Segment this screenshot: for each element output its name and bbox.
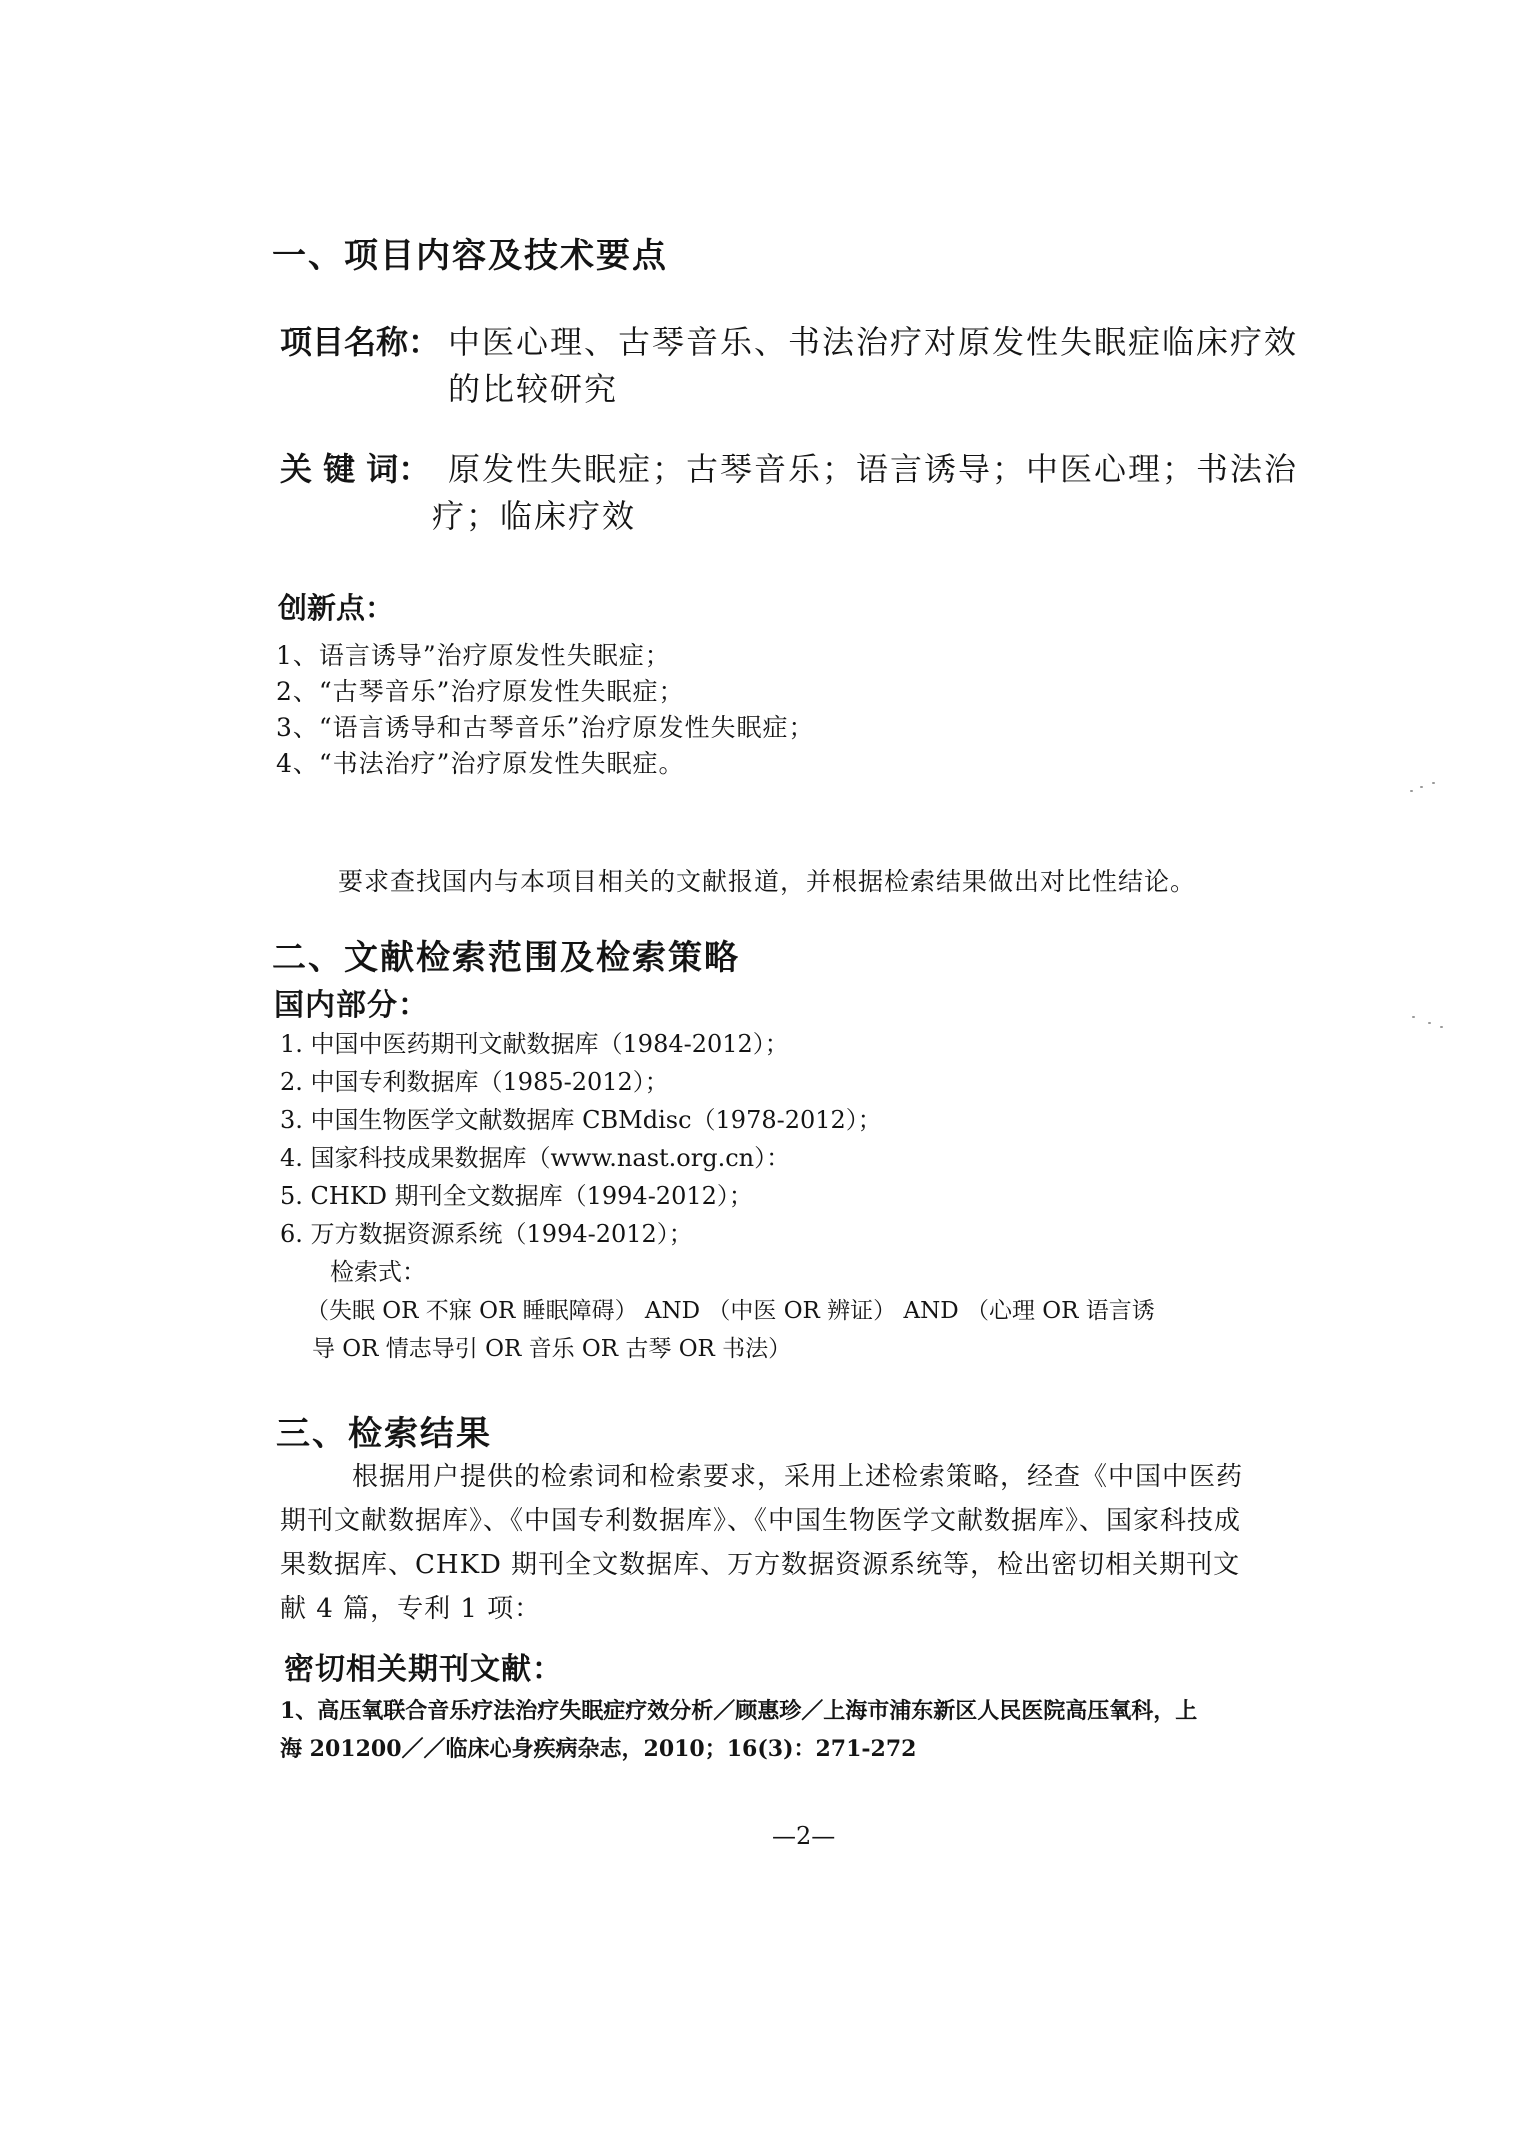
scan-speck (1432, 782, 1435, 784)
page-number: —2— (772, 1822, 836, 1850)
scan-speck (1412, 1016, 1415, 1018)
search-formula-line-2: 导 OR 情志导引 OR 音乐 OR 古琴 OR 书法） (312, 1336, 792, 1362)
scan-speck (1428, 1022, 1431, 1024)
project-name-label: 项目名称： (280, 323, 441, 361)
scan-speck (1420, 786, 1423, 788)
reference-line-2: 海 201200／／临床心身疾病杂志，2010；16(3)：271-272 (280, 1736, 917, 1762)
database-item: 3. 中国生物医学文献数据库 CBMdisc（1978-2012）； (280, 1106, 882, 1134)
innovation-label: 创新点： (278, 591, 395, 625)
results-paragraph-line: 果数据库、CHKD 期刊全文数据库、万方数据资源系统等，检出密切相关期刊文 (280, 1550, 1241, 1580)
database-item: 4. 国家科技成果数据库（www.nast.org.cn）： (280, 1144, 791, 1172)
innovation-item: 3、“语言诱导和古琴音乐”治疗原发性失眠症； (276, 713, 815, 742)
innovation-item: 4、“书法治疗”治疗原发性失眠症。 (276, 749, 685, 778)
domestic-label: 国内部分： (274, 988, 429, 1023)
keywords-line-2: 疗；临床疗效 (432, 497, 637, 535)
results-paragraph-line: 根据用户提供的检索词和检索要求，采用上述检索策略，经查《中国中医药 (352, 1462, 1244, 1492)
keywords-line-1: 原发性失眠症；古琴音乐；语言诱导；中医心理；书法治 (448, 450, 1299, 488)
innovation-item: 2、“古琴音乐”治疗原发性失眠症； (276, 677, 685, 706)
results-paragraph-line: 献 4 篇，专利 1 项： (280, 1594, 542, 1624)
search-formula-label: 检索式： (330, 1258, 426, 1286)
database-item: 5. CHKD 期刊全文数据库（1994-2012）； (280, 1182, 753, 1210)
search-requirement: 要求查找国内与本项目相关的文献报道，并根据检索结果做出对比性结论。 (338, 867, 1197, 896)
database-item: 6. 万方数据资源系统（1994-2012）； (280, 1220, 693, 1248)
scan-speck (1440, 1026, 1443, 1028)
database-item: 1. 中国中医药期刊文献数据库（1984-2012）； (280, 1030, 789, 1058)
project-name-line-2: 的比较研究 (448, 370, 619, 408)
results-paragraph-line: 期刊文献数据库》、《中国专利数据库》、《中国生物医学文献数据库》、国家科技成 (280, 1506, 1242, 1536)
scan-speck (1410, 790, 1413, 792)
related-literature-label: 密切相关期刊文献： (284, 1652, 563, 1687)
section-3-title: 三、检索结果 (276, 1414, 492, 1454)
project-name-line-1: 中医心理、古琴音乐、书法治疗对原发性失眠症临床疗效 (448, 323, 1299, 361)
section-2-title: 二、文献检索范围及检索策略 (272, 938, 740, 978)
database-item: 2. 中国专利数据库（1985-2012）； (280, 1068, 669, 1096)
reference-line-1: 1、高压氧联合音乐疗法治疗失眠症疗效分析／顾惠珍／上海市浦东新区人民医院高压氧科，上 (280, 1698, 1198, 1724)
keywords-label: 关 键 词： (280, 450, 431, 488)
section-1-title: 一、项目内容及技术要点 (272, 236, 668, 276)
innovation-item: 1、语言诱导”治疗原发性失眠症； (276, 641, 671, 670)
search-formula-line-1: （失眠 OR 不寐 OR 睡眠障碍） AND （中医 OR 辨证） AND （心理 OR 语言诱 (306, 1298, 1155, 1324)
